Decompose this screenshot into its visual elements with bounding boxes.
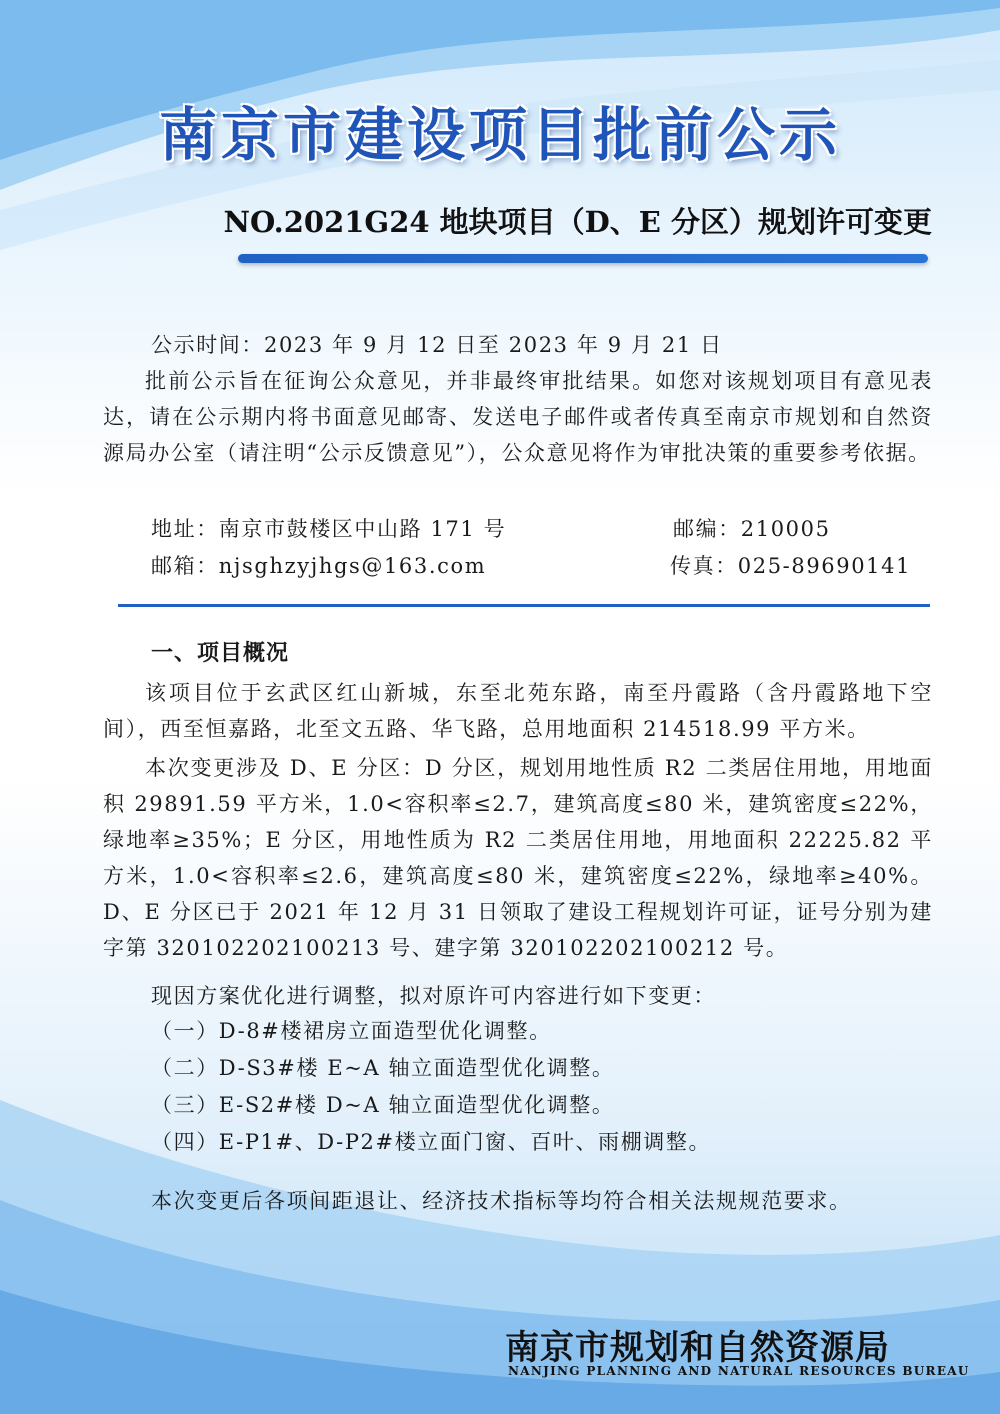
section-divider <box>118 604 930 607</box>
section-heading-overview: 一、项目概况 <box>151 641 290 666</box>
notice-period: 公示时间：2023 年 9 月 12 日至 2023 年 9 月 21 日 <box>151 333 723 357</box>
issuer-name-cn: 南京市规划和自然资源局 <box>505 1328 890 1368</box>
change-item-1: （一）D-8#楼裙房立面造型优化调整。 <box>151 1019 552 1043</box>
overview-paragraph-changes: 本次变更涉及 D、E 分区：D 分区，规划用地性质 R2 二类居住用地，用地面积 29891.59 平方米，1.0<容积率≤2.7，建筑高度≤80 米，建筑密度≤22%，绿地率≥35%；E 分区，用地性质为 R2 二类居住用地，用地面积 22225.82 平方米，1.0<容积率≤2.6，建筑高度≤80 米，建筑密度≤22%，绿地率≥40%。D、E 分区已于 2021 年 12 月 31 日领取了建设工程规划许可证，证号分别为建字第 320102202100213 号、建字第 320102202100212 号。 <box>103 756 933 960</box>
issuer-name-en: NANJING PLANNING AND NATURAL RESOURCES BUREAU <box>508 1364 970 1378</box>
adjustment-intro: 现因方案优化进行调整，拟对原许可内容进行如下变更： <box>151 984 716 1008</box>
postcode-text: 邮编：210005 <box>673 517 831 541</box>
subtitle-underline-bar <box>238 254 928 263</box>
change-item-4: （四）E-P1#、D-P2#楼立面门窗、百叶、雨棚调整。 <box>151 1130 712 1154</box>
change-item-3: （三）E-S2#楼 D~A 轴立面造型优化调整。 <box>151 1093 615 1117</box>
project-subtitle: NO.2021G24 地块项目（D、E 分区）规划许可变更 <box>223 205 932 239</box>
change-item-2: （二）D-S3#楼 E~A 轴立面造型优化调整。 <box>151 1056 615 1080</box>
overview-paragraph-location: 该项目位于玄武区红山新城，东至北苑东路，南至丹霞路（含丹霞路地下空间），西至恒嘉路，北至文五路、华飞路，总用地面积 214518.99 平方米。 <box>103 681 933 741</box>
notice-intro-paragraph: 批前公示旨在征询公众意见，并非最终审批结果。如您对该规划项目有意见表达，请在公示期内将书面意见邮寄、发送电子邮件或者传真至南京市规划和自然资源局办公室（请注明“公示反馈意见”），公众意见将作为审批决策的重要参考依据。 <box>103 369 933 465</box>
address-text: 地址：南京市鼓楼区中山路 171 号 <box>151 517 507 541</box>
email-text: 邮箱：njsghzyjhgs@163.com <box>151 554 487 578</box>
page-title: 南京市建设项目批前公示 <box>158 101 841 169</box>
fax-text: 传真：025-89690141 <box>670 554 912 578</box>
closing-statement: 本次变更后各项间距退让、经济技术指标等均符合相关法规规范要求。 <box>151 1189 852 1213</box>
